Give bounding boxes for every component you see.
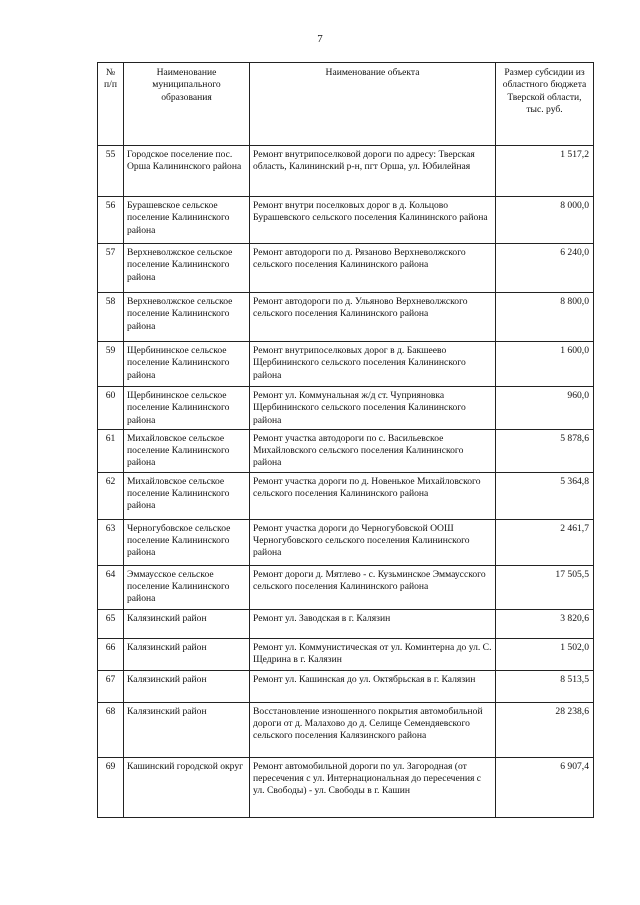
header-municipality: Наименование муниципального образования xyxy=(124,63,250,146)
cell-subsidy: 17 505,5 xyxy=(496,565,594,609)
cell-object: Ремонт участка дороги по д. Новенькое Михайловского сельского поселения Калининского района xyxy=(250,472,496,519)
cell-object: Ремонт дороги д. Мятлево - с. Кузьминское Эммаусского сельского поселения Калининского района xyxy=(250,565,496,609)
page-number: 7 xyxy=(317,33,323,45)
table-row xyxy=(98,519,594,565)
cell-num: 67 xyxy=(98,670,124,702)
cell-municipality: Верхневолжское сельское поселение Калининского района xyxy=(124,293,250,342)
header-subsidy: Размер субсидии из областного бюджета Тверской области, тыс. руб. xyxy=(496,63,594,146)
table-row xyxy=(98,146,594,197)
table-row xyxy=(98,670,594,702)
cell-num: 60 xyxy=(98,387,124,430)
cell-object: Ремонт автодороги по д. Ульяново Верхневолжского сельского поселения Калининского района xyxy=(250,293,496,342)
cell-num: 59 xyxy=(98,342,124,387)
cell-num: 68 xyxy=(98,702,124,757)
cell-num: 63 xyxy=(98,519,124,565)
cell-municipality: Щербининское сельское поселение Калининского района xyxy=(124,387,250,430)
cell-municipality: Михайловское сельское поселение Калининского района xyxy=(124,429,250,472)
cell-num: 62 xyxy=(98,472,124,519)
subsidy-table xyxy=(97,62,594,818)
cell-subsidy: 1 600,0 xyxy=(496,342,594,387)
table-row xyxy=(98,472,594,519)
table-row xyxy=(98,609,594,638)
cell-object: Ремонт участка дороги до Черногубовской ООШ Черногубовского сельского поселения Калининского района xyxy=(250,519,496,565)
cell-num: 57 xyxy=(98,244,124,293)
cell-object: Ремонт внутри поселковых дорог в д. Кольцово Бурашевского сельского поселения Калининского района xyxy=(250,197,496,244)
table-row xyxy=(98,197,594,244)
cell-subsidy: 6 907,4 xyxy=(496,757,594,817)
cell-municipality: Михайловское сельское поселение Калининского района xyxy=(124,472,250,519)
cell-num: 64 xyxy=(98,565,124,609)
cell-subsidy: 8 800,0 xyxy=(496,293,594,342)
cell-municipality: Калязинский район xyxy=(124,609,250,638)
cell-object: Восстановление изношенного покрытия автомобильной дороги от д. Малахово до д. Селище Семендяевского сельского поселения Калязинского района xyxy=(250,702,496,757)
cell-subsidy: 28 238,6 xyxy=(496,702,594,757)
cell-municipality: Черногубовское сельское поселение Калининского района xyxy=(124,519,250,565)
cell-num: 56 xyxy=(98,197,124,244)
cell-municipality: Щербининское сельское поселение Калининского района xyxy=(124,342,250,387)
cell-object: Ремонт ул. Заводская в г. Калязин xyxy=(250,609,496,638)
cell-num: 65 xyxy=(98,609,124,638)
cell-subsidy: 1 502,0 xyxy=(496,638,594,670)
cell-subsidy: 8 513,5 xyxy=(496,670,594,702)
cell-subsidy: 960,0 xyxy=(496,387,594,430)
cell-subsidy: 2 461,7 xyxy=(496,519,594,565)
header-object: Наименование объекта xyxy=(250,63,496,146)
cell-municipality: Калязинский район xyxy=(124,670,250,702)
cell-num: 66 xyxy=(98,638,124,670)
table-row xyxy=(98,702,594,757)
cell-object: Ремонт автомобильной дороги по ул. Загородная (от пересечения с ул. Интернациональная до пересечения с ул. Свободы) - ул. Свободы в г. Кашин xyxy=(250,757,496,817)
cell-object: Ремонт ул. Коммунальная ж/д ст. Чуприяновка Щербининского сельского поселения Калининского района xyxy=(250,387,496,430)
cell-subsidy: 5 364,8 xyxy=(496,472,594,519)
cell-object: Ремонт участка автодороги по с. Васильевское Михайловского сельского поселения Калининского района xyxy=(250,429,496,472)
cell-num: 55 xyxy=(98,146,124,197)
cell-subsidy: 6 240,0 xyxy=(496,244,594,293)
cell-municipality: Кашинский городской округ xyxy=(124,757,250,817)
cell-municipality: Верхневолжское сельское поселение Калининского района xyxy=(124,244,250,293)
cell-municipality: Бурашевское сельское поселение Калининского района xyxy=(124,197,250,244)
cell-subsidy: 3 820,6 xyxy=(496,609,594,638)
table-row xyxy=(98,757,594,817)
header-num: № п/п xyxy=(98,63,124,146)
table-row xyxy=(98,638,594,670)
cell-subsidy: 8 000,0 xyxy=(496,197,594,244)
cell-municipality: Эммаусское сельское поселение Калининского района xyxy=(124,565,250,609)
cell-num: 61 xyxy=(98,429,124,472)
cell-object: Ремонт внутрипоселковой дороги по адресу: Тверская область, Калининский р-н, пгт Орша, ул. Юбилейная xyxy=(250,146,496,197)
cell-object: Ремонт автодороги по д. Рязаново Верхневолжского сельского поселения Калининского района xyxy=(250,244,496,293)
table-row xyxy=(98,342,594,387)
table-row xyxy=(98,387,594,430)
cell-num: 58 xyxy=(98,293,124,342)
cell-object: Ремонт ул. Коммунистическая от ул. Коминтерна до ул. С. Щедрина в г. Калязин xyxy=(250,638,496,670)
table-row xyxy=(98,244,594,293)
table-header-row xyxy=(98,63,594,146)
cell-num: 69 xyxy=(98,757,124,817)
cell-municipality: Городское поселение пос. Орша Калининского района xyxy=(124,146,250,197)
table-row xyxy=(98,293,594,342)
cell-object: Ремонт внутрипоселковых дорог в д. Бакшеево Щербининского сельского поселения Калининского района xyxy=(250,342,496,387)
cell-municipality: Калязинский район xyxy=(124,702,250,757)
cell-subsidy: 1 517,2 xyxy=(496,146,594,197)
table-row xyxy=(98,429,594,472)
table-row xyxy=(98,565,594,609)
cell-municipality: Калязинский район xyxy=(124,638,250,670)
cell-subsidy: 5 878,6 xyxy=(496,429,594,472)
cell-object: Ремонт ул. Кашинская до ул. Октябрьская в г. Калязин xyxy=(250,670,496,702)
